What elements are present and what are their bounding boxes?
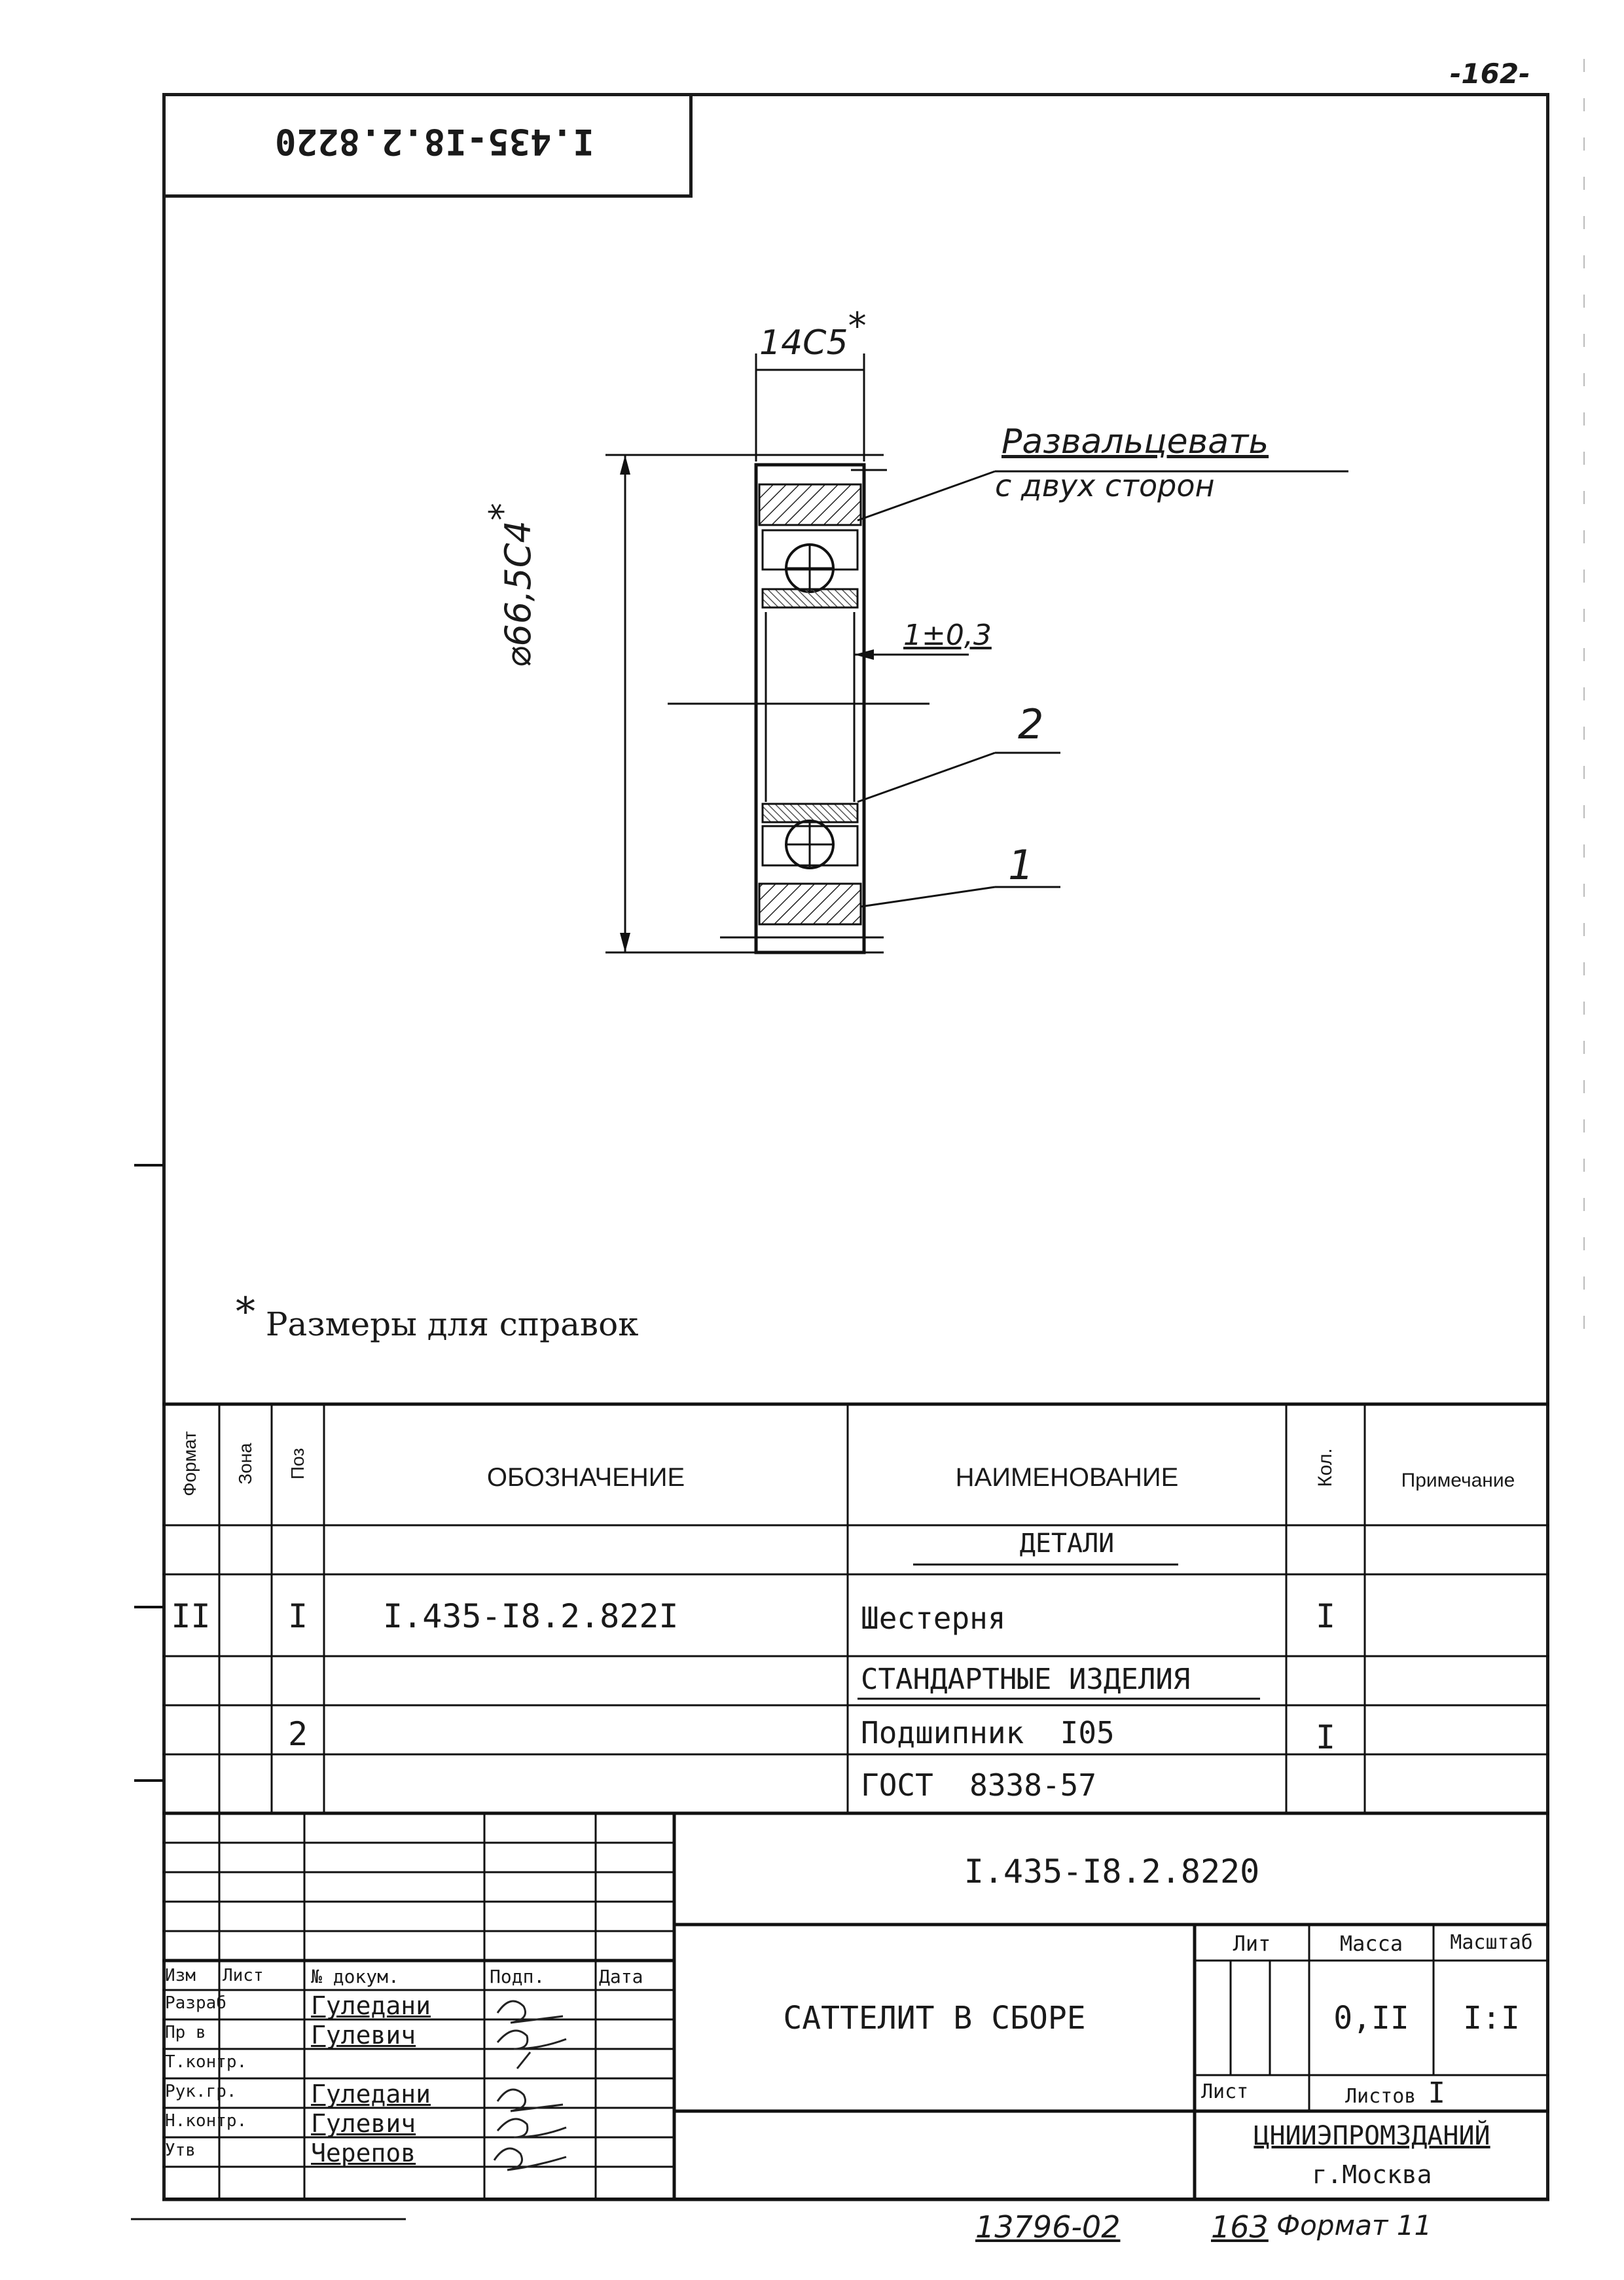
archive-number: 13796-02 (975, 2209, 1121, 2245)
roll-note-line1: Развальцевать (1001, 422, 1269, 461)
col-doc-no: № докум. (311, 1966, 399, 1987)
header-zone: Зона (235, 1443, 255, 1485)
top-stamp-code: I.435-I8.2.8220 (275, 121, 594, 162)
row1-designation: I.435-I8.2.822I (383, 1597, 679, 1635)
mass-label: Масса (1339, 1931, 1403, 1956)
row1-name: Шестерня (861, 1601, 1006, 1636)
role-1: Пр в (165, 2023, 206, 2042)
col-izm: Изм (165, 1966, 196, 1985)
sheet-label: Лист (1201, 2080, 1249, 2103)
row3-name: ГОСТ 8338-57 (861, 1767, 1097, 1803)
header-qty: Кол. (1314, 1448, 1336, 1487)
clearance-dimension: 1±0,3 (903, 619, 992, 652)
header-name: НАИМЕНОВАНИЕ (955, 1463, 1179, 1492)
role-4: Н.контр. (165, 2111, 247, 2131)
role-2: Т.контр. (165, 2052, 247, 2072)
lit-label: Лит (1233, 1931, 1271, 1956)
org-name: ЦНИИЭПРОМЗДАНИЙ (1254, 2121, 1490, 2151)
mass-value: 0,II (1333, 2000, 1409, 2036)
leader-1-label: 1 (1008, 841, 1034, 889)
roll-note-line2: с двух сторон (995, 468, 1215, 503)
scale-value: I:I (1463, 2000, 1520, 2036)
name-4: Гулевич (311, 2109, 416, 2138)
role-3: Рук.гр. (165, 2082, 237, 2101)
name-5: Черепов (311, 2139, 416, 2167)
section-details: ДЕТАЛИ (1019, 1529, 1115, 1559)
name-1: Гулевич (311, 2021, 416, 2050)
row2-pos: 2 (287, 1715, 308, 1753)
section-standard: СТАНДАРТНЫЕ ИЗДЕЛИЯ (861, 1663, 1191, 1696)
leader-2-label: 2 (1018, 700, 1044, 748)
drawing-title: САТТЕЛИТ В СБОРЕ (783, 2000, 1086, 2036)
sheets-label: Листов I (1345, 2076, 1445, 2110)
page-number: -162- (1450, 58, 1530, 90)
header-format: Формат (179, 1431, 200, 1496)
header-note: Примечание (1401, 1470, 1515, 1491)
width-dimension: 14C5* (759, 305, 867, 363)
row1-qty: I (1315, 1597, 1336, 1635)
title-doc-code: I.435-I8.2.8220 (964, 1853, 1260, 1891)
name-0: Гуледани (311, 1991, 431, 2020)
header-pos: Поз (287, 1447, 308, 1480)
footnote: * Размеры для справок (236, 1289, 639, 1343)
row1-format: II (171, 1597, 211, 1635)
format-note: Формат 11 (1276, 2209, 1432, 2241)
col-date: Дата (599, 1966, 643, 1987)
diameter-dimension: ⌀66,5C4* (482, 503, 539, 668)
col-list: Лист (223, 1966, 264, 1985)
role-0: Разраб (165, 1993, 226, 2013)
sheet-number: 163 (1211, 2209, 1269, 2245)
col-sign: Подп. (490, 1966, 545, 1987)
role-5: Утв (165, 2141, 196, 2160)
row1-pos: I (287, 1597, 308, 1635)
row2-qty: I (1315, 1718, 1336, 1756)
row2-name: Подшипник I05 (861, 1715, 1115, 1750)
org-city: г.Москва (1312, 2160, 1432, 2189)
header-designation: ОБОЗНАЧЕНИЕ (486, 1463, 685, 1492)
scale-label: Масштаб (1450, 1931, 1533, 1954)
name-3: Гуледани (311, 2080, 431, 2108)
